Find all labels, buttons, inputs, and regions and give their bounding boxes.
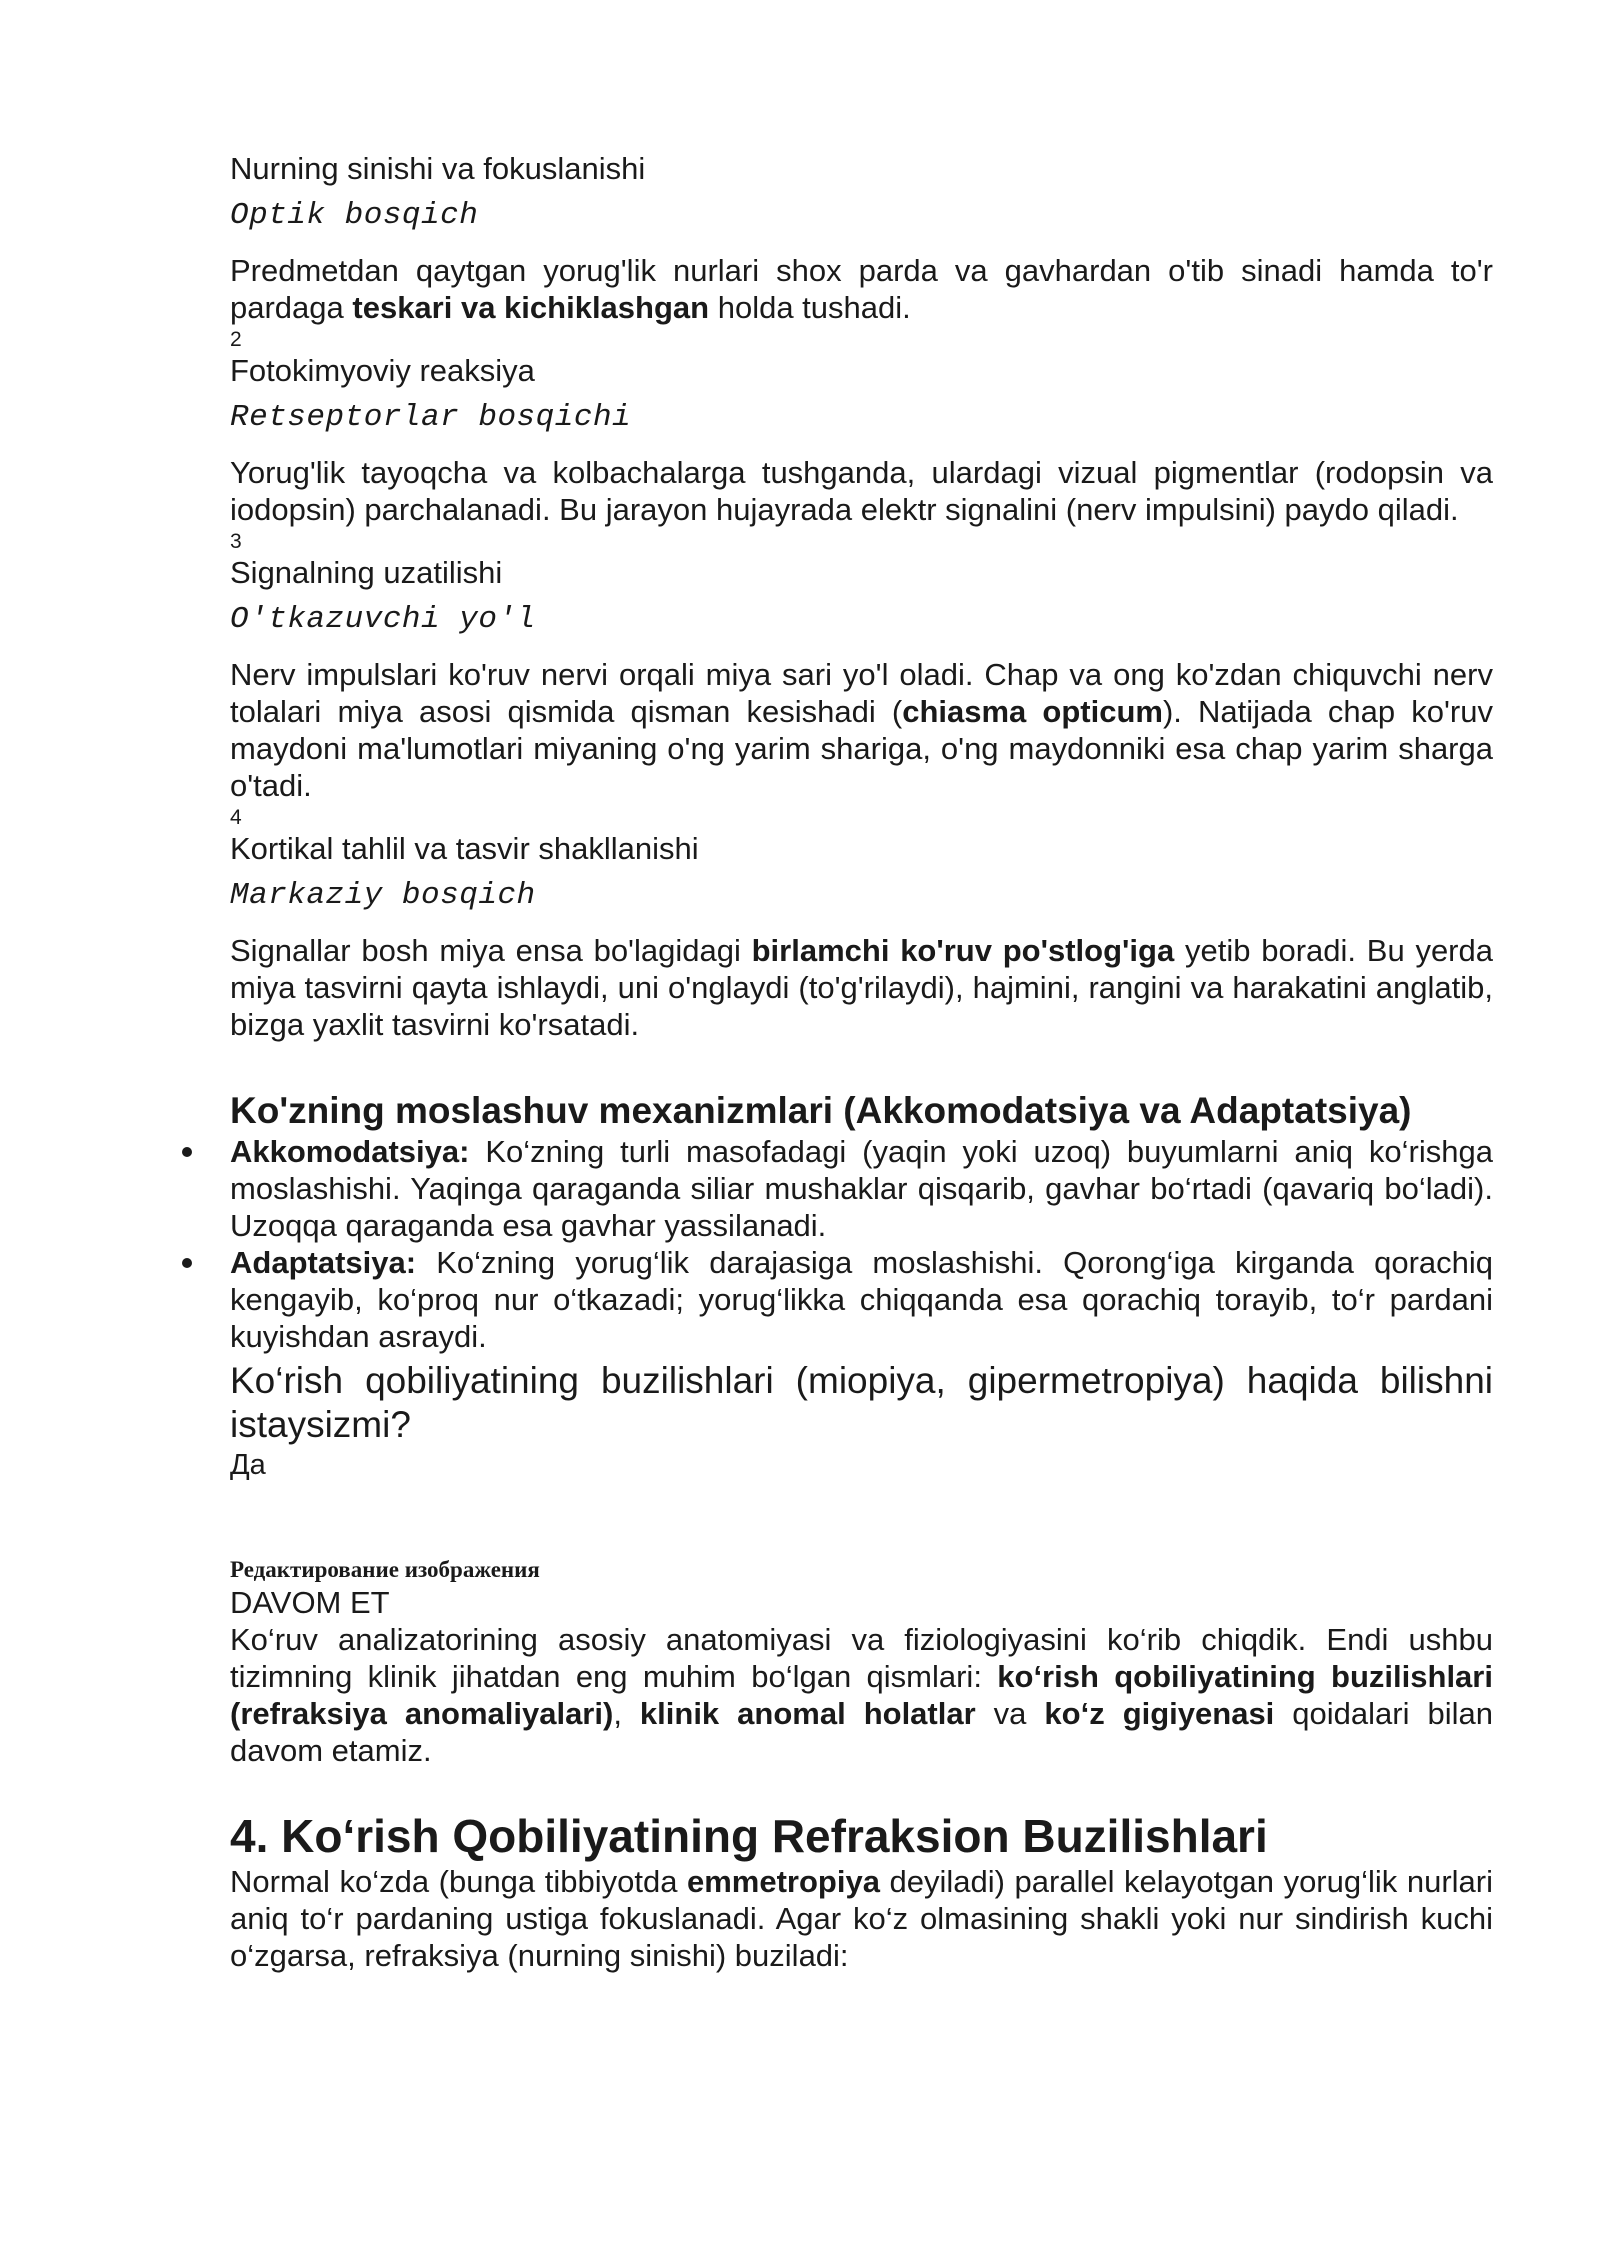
intro-paragraph: Ko‘ruv analizatorining asosiy anatomiyasi va fiziologiyasini ko‘rib chiqdik. Endi ushbu tizimning klinik jihatdan eng muhim bo‘lgan qismlari: ko‘rish qobiliyatining buzilishlari (refraksiya anomaliyalari), klinik anomal holatlar va ko‘z gigiyenasi qoidalari bilan davom etamiz.: [230, 1622, 1493, 1768]
section-paragraph: Yorug'lik tayoqcha va kolbachalarga tushganda, ulardagi vizual pigmentlar (rodopsin va iodopsin) parchalanadi. Bu jarayon hujayrada elektr signalini (nerv impulsini) paydo qiladi.: [230, 455, 1493, 527]
section-paragraph: Nerv impulslari ko'ruv nervi orqali miya sari yo'l oladi. Chap va ong ko'zdan chiquvchi nerv tolalari miya asosi qismida qisman kesishadi (chiasma opticum). Natijada chap ko'ruv maydoni ma'lumotlari miyaning o'ng yarim shariga, o'ng maydonniki esa chap yarim sharga o'tadi.: [230, 657, 1493, 803]
list-item: Akkomodatsiya: Ko‘zning turli masofadagi (yaqin yoki uzoq) buyumlarni aniq ko‘rishga moslashishi. Yaqinga qaraganda siliar mushaklar qisqarib, gavhar bo‘rtadi (qavariq bo‘ladi). Uzoqqa qaraganda esa gavhar yassilanadi.: [230, 1133, 1493, 1244]
continue-button[interactable]: DAVOM ET: [230, 1585, 390, 1620]
step-number: 3: [230, 530, 242, 553]
section-label: Signalning uzatilishi: [230, 555, 503, 590]
question-text: Ko‘rish qobiliyatining buzilishlari (miopiya, gipermetropiya) haqida bilishni istaysizmi?: [230, 1360, 1493, 1445]
term-label: Akkomodatsiya:: [230, 1134, 470, 1169]
stage-title: Retseptorlar bosqichi: [230, 400, 632, 435]
step-number: 4: [230, 806, 242, 829]
step-number: 2: [230, 328, 242, 351]
section4-paragraph: Normal ko‘zda (bunga tibbiyotda emmetropiya deyiladi) parallel kelayotgan yorug‘lik nurlari aniq to‘r pardaning ustiga fokuslanadi. Agar ko‘z olmasining shakli yoki nur sindirish kuchi o‘zgarsa, refraksiya (nurning sinishi) buziladi:: [230, 1864, 1493, 1973]
section-label: Fotokimyoviy reaksiya: [230, 353, 535, 388]
emphasis-text: birlamchi ko'ruv po'stlog'iga: [751, 933, 1175, 968]
section-paragraph: Signallar bosh miya ensa bo'lagidagi birlamchi ko'ruv po'stlog'iga yetib boradi. Bu yerda miya tasvirni qayta ishlaydi, uni o'nglaydi (to'g'rilaydi), hajmini, rangini va harakatini anglatib, bizga yaxlit tasvirni ko'rsatadi.: [230, 933, 1493, 1042]
section4-heading: 4. Ko‘rish Qobiliyatining Refraksion Buzilishlari: [230, 1810, 1268, 1862]
stage-title: Markaziy bosqich: [230, 878, 536, 913]
document-page: [230, 150, 1493, 1974]
emphasis-text: chiasma opticum: [902, 694, 1163, 729]
section-label: Kortikal tahlil va tasvir shakllanishi: [230, 831, 699, 866]
stage-title: Optik bosqich: [230, 198, 479, 233]
answer-text[interactable]: Да: [230, 1449, 266, 1481]
stage-title: O'tkazuvchi yo'l: [230, 602, 536, 637]
emphasis-text: teskari va kichiklashgan: [352, 290, 710, 325]
bullet-icon: [182, 1147, 192, 1157]
section-label: Nurning sinishi va fokuslanishi: [230, 151, 646, 186]
term-label: Adaptatsiya:: [230, 1245, 417, 1280]
bullet-icon: [182, 1258, 192, 1268]
adaptation-list: [230, 1133, 1493, 1355]
adaptation-heading: Ko'zning moslashuv mexanizmlari (Akkomodatsiya va Adaptatsiya): [230, 1090, 1412, 1131]
section-paragraph: Predmetdan qaytgan yorug'lik nurlari shox parda va gavhardan o'tib sinadi hamda to'r pardaga teskari va kichiklashgan holda tushadi.: [230, 253, 1493, 325]
list-item: Adaptatsiya: Ko‘zning yorug‘lik darajasiga moslashishi. Qorong‘iga kirganda qorachiq kengayib, ko‘proq nur o‘tkazadi; yorug‘likka chiqqanda esa qorachiq torayib, to‘r pardani kuyishdan asraydi.: [230, 1244, 1493, 1355]
edit-image-label[interactable]: Редактирование изображения: [230, 1557, 540, 1582]
